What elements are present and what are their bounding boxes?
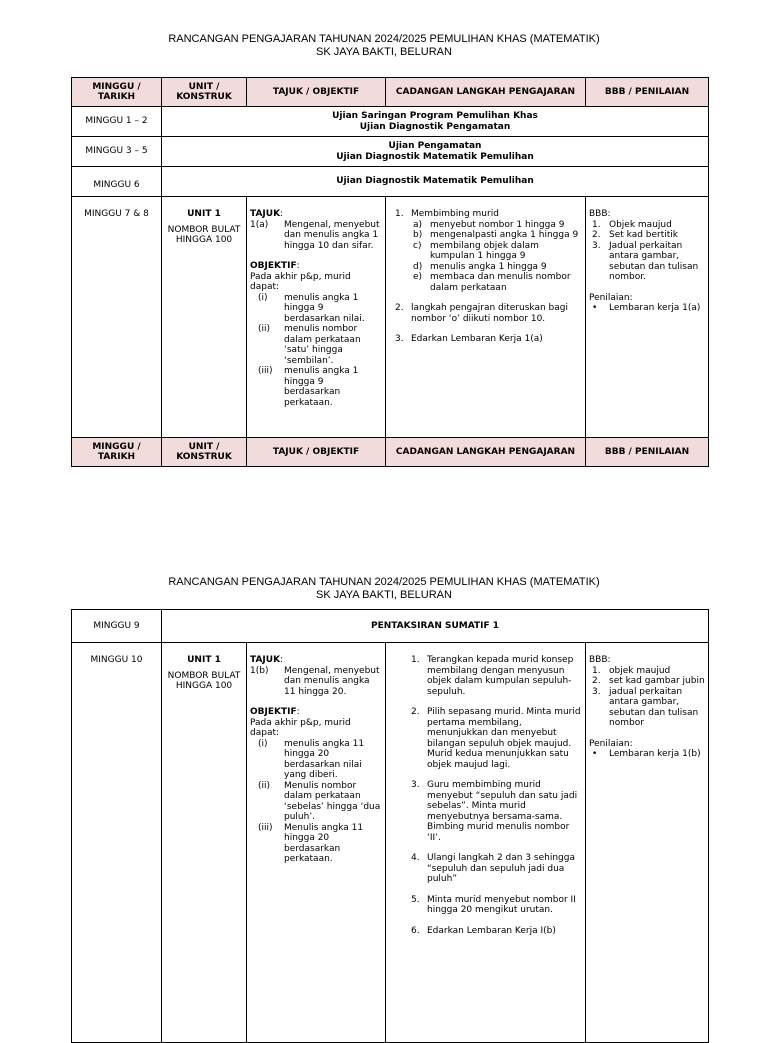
lesson-plan-table-2 xyxy=(71,609,709,1043)
table-header-row xyxy=(72,78,709,107)
merged-cell: Ujian Saringan Program Pemulihan Khas Ujian Diagnostik Pengamatan xyxy=(162,107,709,137)
page-title-2 xyxy=(0,576,768,602)
cadangan-cell: 1. Membimbing murid a) menyebut nombor 1 hingga 9 b) mengenalpasti angka 1 hingga 9 c) membilang objek dalam kumpulan 1 hingga 9 d) menulis angka 1 hingga 9 e) membaca dan menulis nombor dalam perkataan 2. langkah pengajran diteruskan bagi nombor ‘o’ diikuti nombor 10. 3. Edarkan Lembaran Kerja 1(a) xyxy=(386,197,586,438)
konstruk-label: NOMBOR BULAT HINGGA 100 xyxy=(167,670,241,691)
week-cell: MINGGU 7 & 8 xyxy=(72,197,162,438)
tajuk-cell: TAJUK: 1(a) Mengenal, menyebut dan menulis angka 1 hingga 10 dan sifar. OBJEKTIF: Pada akhir p&p, murid dapat: (i) menulis angka 1 hingga 9 berdasarkan nilai. (ii) menulis nombor dalam perkataan ‘satu’ hingga ‘sembilan’. (iii) menulis angka 1 hingga 9 berdasarkan perkataan. xyxy=(247,197,386,438)
table-row xyxy=(72,167,709,197)
bullet-icon: • xyxy=(592,303,598,313)
unit-label: UNIT 1 xyxy=(187,209,221,219)
table-row xyxy=(72,107,709,137)
week-cell: MINGGU 3 – 5 xyxy=(72,137,162,167)
page-title-1 xyxy=(0,33,768,59)
bbb-cell: BBB: 1. objek maujud 2. set kad gambar jubin 3. jadual perkaitan antara gambar, sebutan dan tulisan nombor Penilaian: • Lembaran kerja 1(b) xyxy=(586,643,709,1043)
header-bbb: BBB / PENILAIAN xyxy=(586,438,709,467)
header-tajuk: TAJUK / OBJEKTIF xyxy=(247,438,386,467)
unit-label: UNIT 1 xyxy=(187,655,221,665)
cadangan-cell: 1. Terangkan kepada murid konsep membilang dengan menyusun objek dalam kumpulan sepuluh-sepuluh. 2. Pilih sepasang murid. Minta murid pertama membilang, menunjukkan dan menyebut bilangan sepuluh objek maujud. Murid kedua menunjukkan satu objek maujud lagi. 3. Guru membimbing murid menyebut “sepuluh dan satu jadi sebelas”. Minta murid menyebutnya bersama-sama. Bimbing murid menulis nombor ‘II’. 4. Ulangi langkah 2 dan 3 sehingga “sepuluh dan sepuluh jadi dua puluh” 5. Minta murid menyebut nombor II hingga 20 mengikut urutan. 6. Edarkan Lembaran Kerja I(b) xyxy=(386,643,586,1043)
konstruk-label: NOMBOR BULAT HINGGA 100 xyxy=(167,224,241,245)
table-row xyxy=(72,197,709,438)
table-row xyxy=(72,643,709,1043)
header-minggu: MINGGU / TARIKH xyxy=(72,78,162,107)
merged-cell: Ujian Pengamatan Ujian Diagnostik Matematik Pemulihan xyxy=(162,137,709,167)
header-minggu: MINGGU / TARIKH xyxy=(72,438,162,467)
title-line-2: SK JAYA BAKTI, BELURAN xyxy=(316,46,452,58)
sumatif-cell: PENTAKSIRAN SUMATIF 1 xyxy=(162,610,709,643)
week-cell: MINGGU 10 xyxy=(72,643,162,1043)
title-line-1: RANCANGAN PENGAJARAN TAHUNAN 2024/2025 PEMULIHAN KHAS (MATEMATIK) xyxy=(168,576,600,588)
title-line-2: SK JAYA BAKTI, BELURAN xyxy=(316,589,452,601)
table-header-row-repeat xyxy=(72,438,709,467)
header-cadangan: CADANGAN LANGKAH PENGAJARAN xyxy=(386,78,586,107)
header-unit: UNIT / KONSTRUK xyxy=(162,438,247,467)
bbb-cell: BBB: 1. Objek maujud 2. Set kad bertitik 3. Jadual perkaitan antara gambar, sebutan dan tulisan nombor. Penilaian: • Lembaran kerja 1(a) xyxy=(586,197,709,438)
lesson-plan-table-1 xyxy=(71,77,709,467)
header-tajuk: TAJUK / OBJEKTIF xyxy=(247,78,386,107)
week-cell: MINGGU 6 xyxy=(72,167,162,197)
title-line-1: RANCANGAN PENGAJARAN TAHUNAN 2024/2025 PEMULIHAN KHAS (MATEMATIK) xyxy=(168,33,600,45)
header-bbb: BBB / PENILAIAN xyxy=(586,78,709,107)
unit-cell xyxy=(162,197,247,438)
week-cell: MINGGU 9 xyxy=(72,610,162,643)
table-row xyxy=(72,137,709,167)
header-unit: UNIT / KONSTRUK xyxy=(162,78,247,107)
tajuk-cell: TAJUK: 1(b) Mengenal, menyebut dan menulis angka 11 hingga 20. OBJEKTIF: Pada akhir p&p, murid dapat: (i) menulis angka 11 hingga 20 berdasarkan nilai yang diberi. (ii) Menulis nombor dalam perkataan ‘sebelas’ hingga ‘dua puluh’. (iii) Menulis angka 11 hingga 20 berdasarkan perkataan. xyxy=(247,643,386,1043)
week-cell: MINGGU 1 – 2 xyxy=(72,107,162,137)
bullet-icon: • xyxy=(592,749,598,759)
header-cadangan: CADANGAN LANGKAH PENGAJARAN xyxy=(386,438,586,467)
merged-cell: Ujian Diagnostik Matematik Pemulihan xyxy=(162,167,709,197)
unit-cell xyxy=(162,643,247,1043)
table-row xyxy=(72,610,709,643)
